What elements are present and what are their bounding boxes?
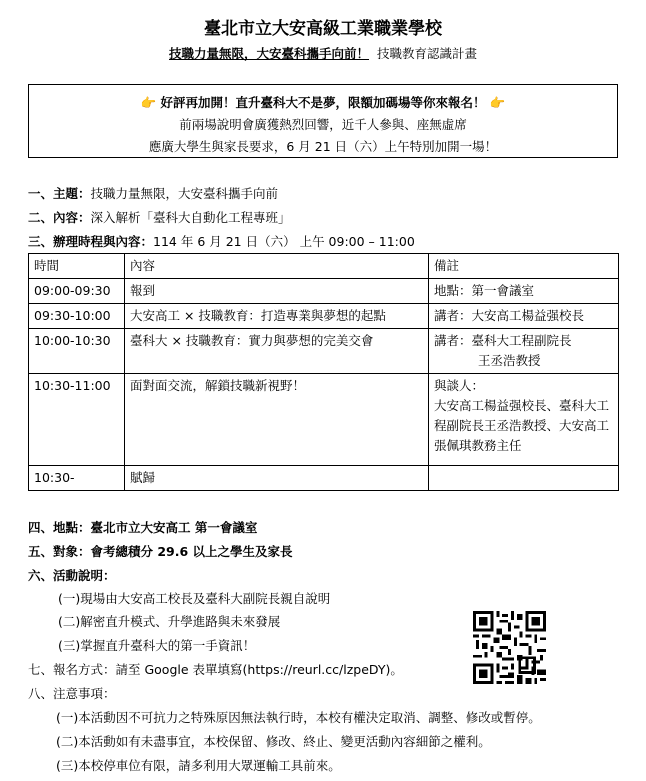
announcement-box: [28, 84, 618, 158]
row-note: [429, 374, 619, 466]
row-note-line: 與談人：: [434, 378, 485, 393]
row-time: 09:00-09:30: [29, 279, 125, 304]
item-audience: 五、對象：會考總積分 29.6 以上之學生及家長: [28, 544, 293, 559]
item-notes: 八、注意事項：: [28, 686, 116, 701]
row-time: 10:00-10:30: [29, 329, 125, 374]
description-1: (一)現場由大安高工校長及臺科大副院長親自說明: [58, 591, 331, 606]
row-note-line: 王丞浩教授: [478, 353, 541, 368]
item-schedule: [28, 232, 415, 250]
banner-line1: 好評再加開！直升臺科大不是夢，限額加碼場等你來報名！: [160, 95, 486, 110]
slogan: 技職力量無限，大安臺科攜手向前！: [169, 46, 370, 61]
note-2: (二)本活動如有未盡事宜，本校保留、修改、終止、變更活動內容細節之權利。: [56, 734, 491, 749]
row-time: 09:30-10:00: [29, 304, 125, 329]
table-row: [29, 304, 619, 329]
table-header-row: [29, 254, 619, 279]
theme-label: 一、主題：: [28, 186, 91, 201]
row-note: [429, 329, 619, 374]
item-location: 四、地點：臺北市立大安高工 第一會議室: [28, 520, 258, 535]
banner-line3: 應廣大學生與家長要求，6 月 21 日（六）上午特別加開一場！: [148, 139, 498, 154]
row-content: 報到: [125, 279, 429, 304]
header-time: 時間: [29, 254, 125, 279]
theme-value: 技職力量無限，大安臺科攜手向前: [90, 186, 279, 201]
row-time: 10:30-11:00: [29, 374, 125, 466]
hand-icon: 👉: [489, 95, 506, 110]
banner-headline: [29, 93, 617, 111]
header-content: 內容: [125, 254, 429, 279]
banner-line2: 前兩場說明會廣獲熱烈回響，近千人參與、座無虛席: [179, 117, 467, 132]
row-note: [429, 466, 619, 491]
table-row: [29, 374, 619, 466]
content-label: 二、內容：: [28, 210, 91, 225]
row-note: 講者：大安高工楊益强校長: [429, 304, 619, 329]
item-theme: [28, 184, 278, 202]
subtitle: [0, 44, 646, 62]
content-value: 深入解析「臺科大自動化工程專班」: [90, 210, 291, 225]
hand-icon: 👉: [140, 95, 157, 110]
row-note-line: 講者：臺科大工程副院長: [434, 333, 572, 348]
row-content: 賦歸: [125, 466, 429, 491]
table-row: [29, 279, 619, 304]
schedule-value: 114 年 6 月 21 日（六） 上午 09:00 – 11:00: [153, 234, 415, 249]
description-3: (三)掌握直升臺科大的第一手資訊！: [58, 638, 256, 653]
item-content: [28, 208, 291, 226]
row-time: 10:30-: [29, 466, 125, 491]
item-description: 六、活動說明：: [28, 568, 116, 583]
row-note: 地點：第一會議室: [429, 279, 619, 304]
qr-code-icon: [473, 611, 546, 684]
row-note-line: 大安高工楊益强校長、臺科大工程副院長王丞浩教授、大安高工張佩琪教務主任: [434, 398, 610, 453]
school-title: 臺北市立大安高級工業職業學校: [204, 19, 442, 39]
row-content: 面對面交流，解鎖技職新視野！: [125, 374, 429, 466]
note-3: (三)本校停車位有限，請多利用大眾運輸工具前來。: [56, 758, 341, 773]
table-row: [29, 329, 619, 374]
item-registration: 七、報名方式：請至 Google 表單填寫(https://reurl.cc/lzpeDY)。: [28, 662, 403, 677]
table-row: [29, 466, 619, 491]
row-content: 臺科大 × 技職教育：實力與夢想的完美交會: [125, 329, 429, 374]
description-2: (二)解密直升模式、升學進路與未來發展: [58, 614, 281, 629]
schedule-table: [28, 253, 619, 491]
note-1: (一)本活動因不可抗力之特殊原因無法執行時，本校有權決定取消、調整、修改或暫停。: [56, 710, 541, 725]
schedule-label: 三、辦理時程與內容：: [28, 234, 154, 249]
plan-name: 技職教育認識計畫: [376, 46, 477, 61]
row-content: 大安高工 × 技職教育：打造專業與夢想的起點: [125, 304, 429, 329]
header-note: 備註: [429, 254, 619, 279]
